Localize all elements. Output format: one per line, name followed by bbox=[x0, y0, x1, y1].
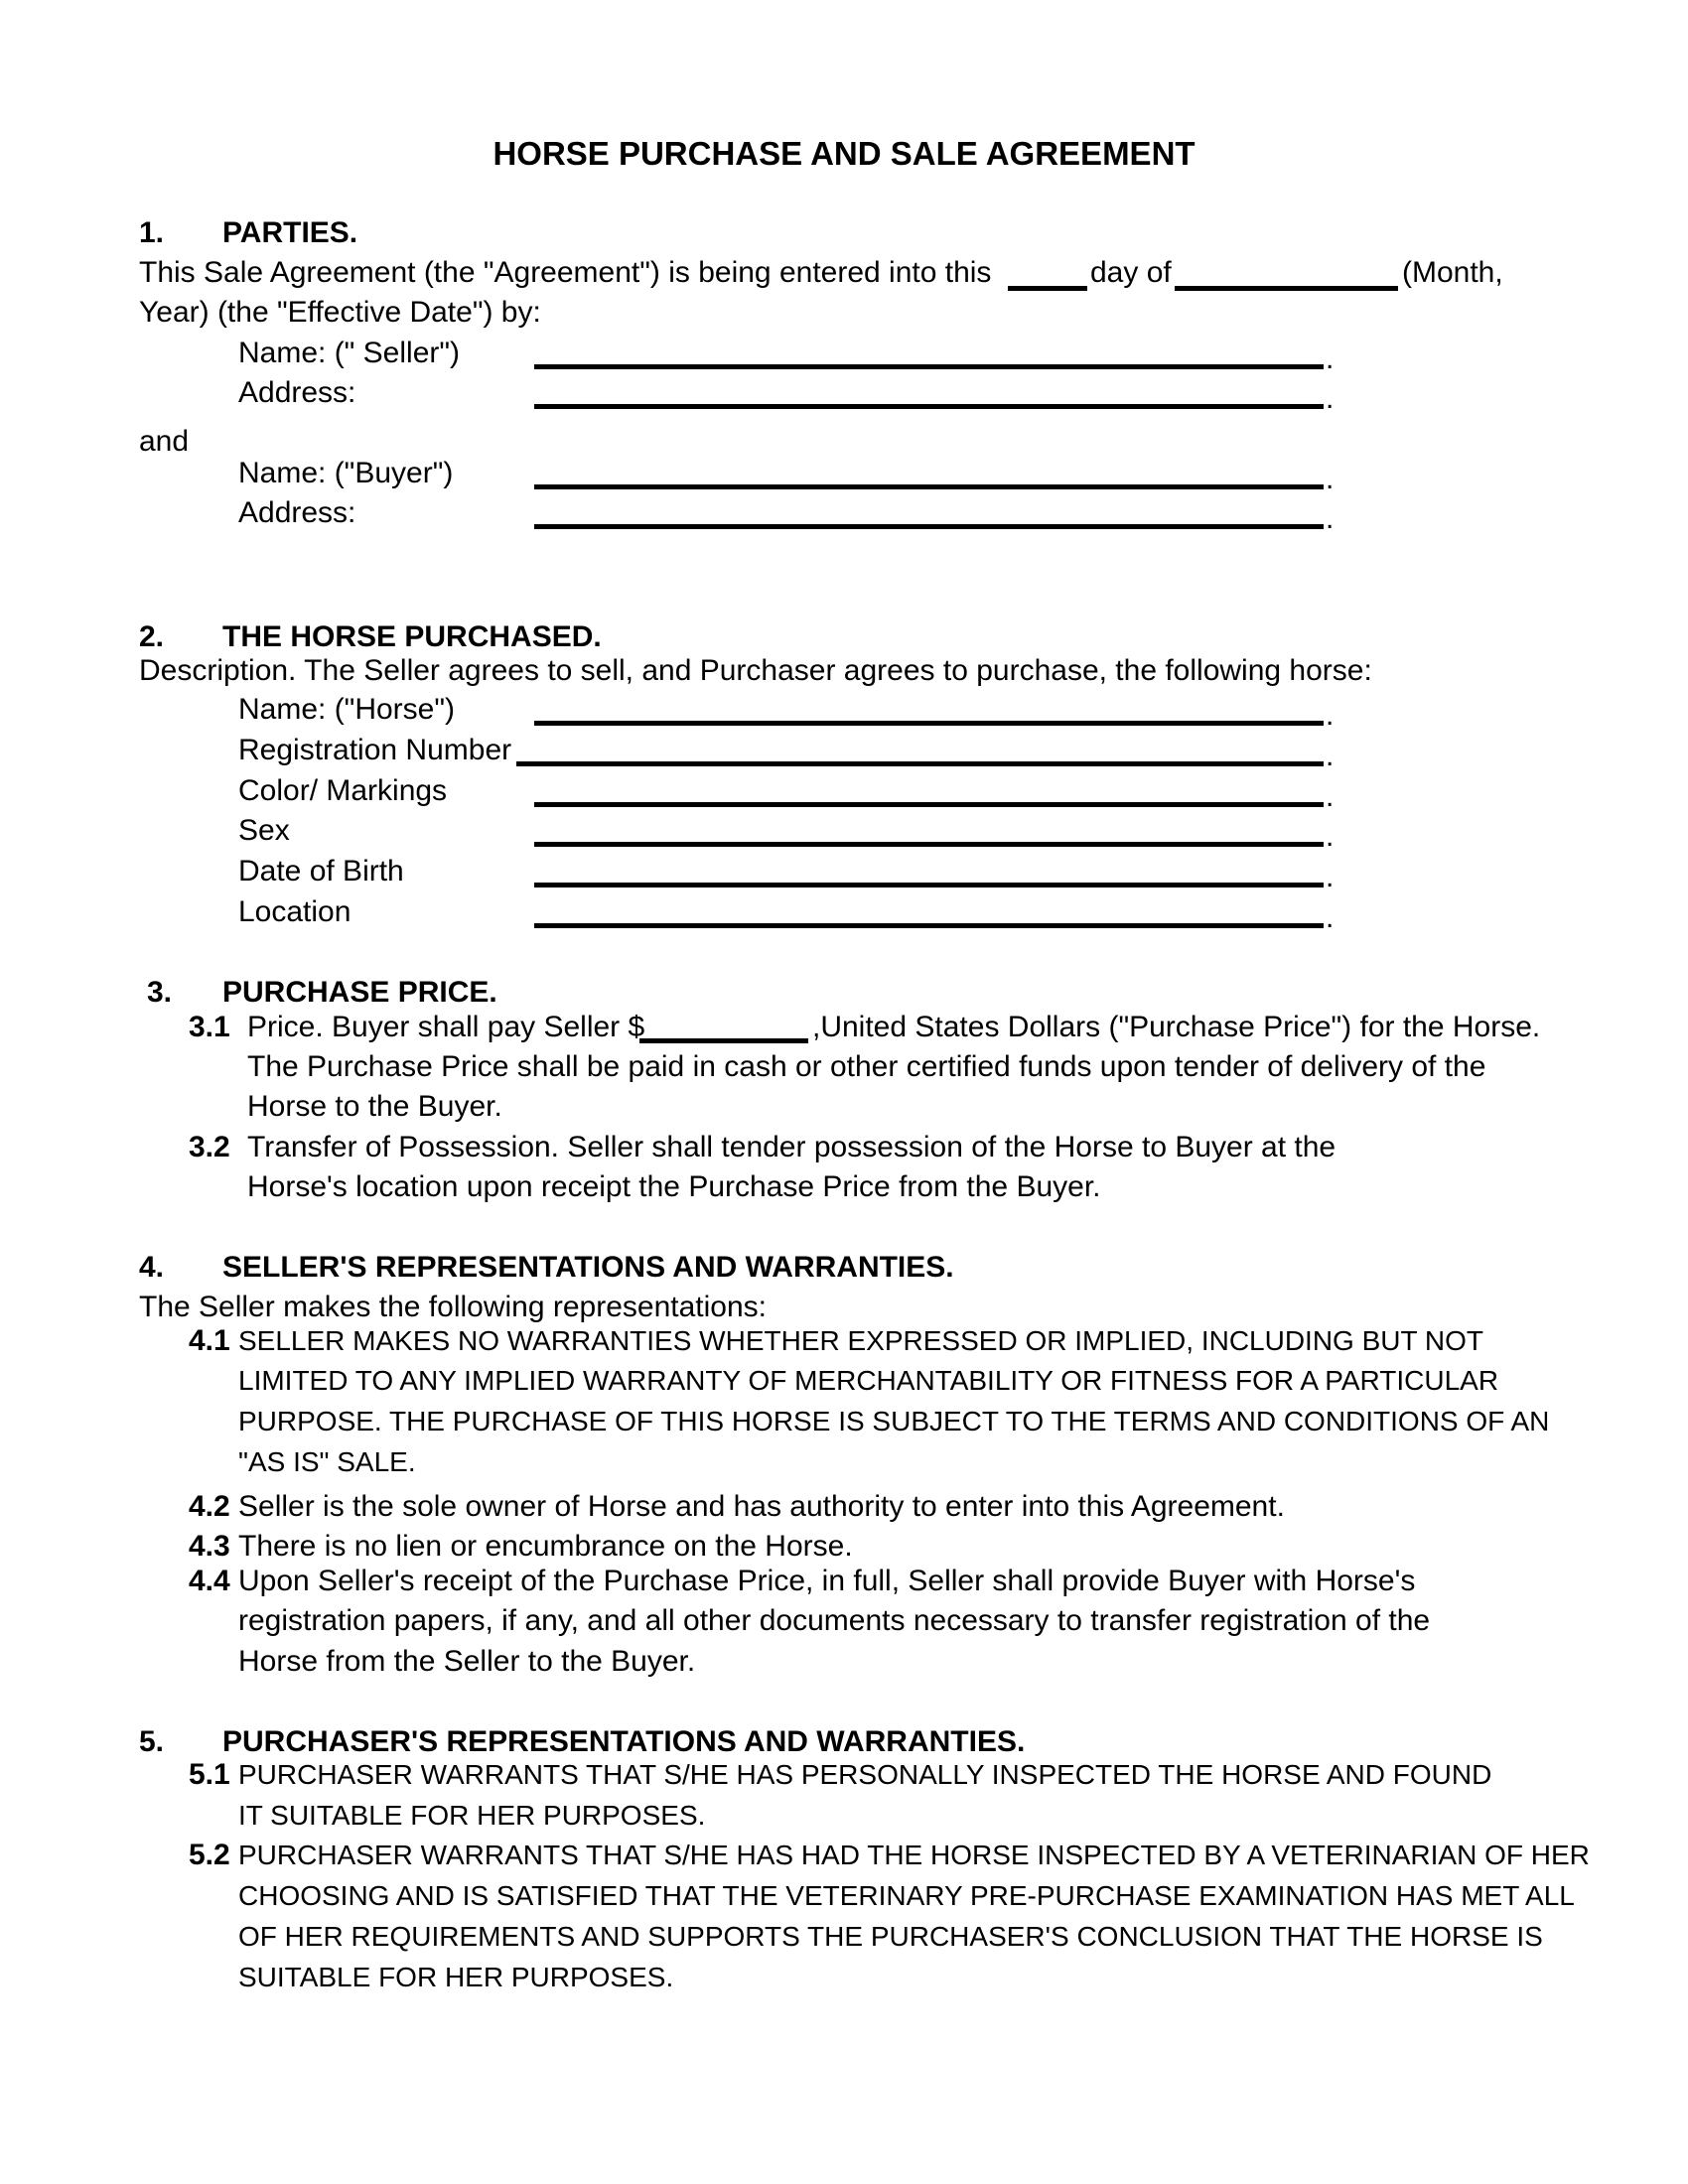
sex-blank[interactable] bbox=[534, 842, 1324, 847]
buyer-address-label: Address: bbox=[238, 496, 356, 529]
day-of-text: day of bbox=[1090, 256, 1172, 289]
item-4-1-number: 4.1 bbox=[189, 1324, 230, 1357]
price-text-line-2: The Purchase Price shall be paid in cash or other certified funds upon tender of delivery of the bbox=[247, 1050, 1486, 1083]
section-2-number: 2. bbox=[139, 620, 165, 653]
seller-name-blank[interactable] bbox=[534, 364, 1324, 369]
location-blank[interactable] bbox=[534, 923, 1324, 928]
month-year-blank[interactable] bbox=[1175, 286, 1398, 291]
purchase-price-blank[interactable] bbox=[639, 1038, 808, 1043]
section-1-heading: PARTIES. bbox=[222, 216, 358, 249]
registration-papers-line-2: registration papers, if any, and all other documents necessary to transfer registration of the bbox=[238, 1604, 1431, 1637]
seller-representations-intro: The Seller makes the following representations: bbox=[139, 1291, 767, 1323]
warranty-disclaimer-line-3: PURPOSE. THE PURCHASE OF THIS HORSE IS SUBJECT TO THE TERMS AND CONDITIONS OF AN bbox=[238, 1406, 1550, 1436]
item-5-2-number: 5.2 bbox=[189, 1839, 230, 1871]
vet-inspection-line-4: SUITABLE FOR HER PURPOSES. bbox=[238, 1962, 674, 1992]
registration-papers-line-3: Horse from the Seller to the Buyer. bbox=[238, 1645, 696, 1678]
item-3-2-number: 3.2 bbox=[189, 1131, 230, 1163]
registration-number-blank[interactable] bbox=[516, 761, 1324, 766]
section-5-number: 5. bbox=[139, 1725, 165, 1758]
price-text: Price. Buyer shall pay Seller $ bbox=[247, 1011, 645, 1043]
horse-name-blank[interactable] bbox=[534, 721, 1324, 726]
color-markings-label: Color/ Markings bbox=[238, 774, 448, 807]
personal-inspection-line-2: IT SUITABLE FOR HER PURPOSES. bbox=[238, 1800, 706, 1831]
warranty-disclaimer-line-1: SELLER MAKES NO WARRANTIES WHETHER EXPRESSED OR IMPLIED, INCLUDING BUT NOT bbox=[238, 1325, 1483, 1356]
day-blank[interactable] bbox=[1008, 286, 1087, 291]
date-of-birth-label: Date of Birth bbox=[238, 855, 404, 887]
buyer-name-label: Name: ("Buyer") bbox=[238, 457, 454, 489]
seller-address-label: Address: bbox=[238, 376, 356, 409]
vet-inspection-line-1: PURCHASER WARRANTS THAT S/HE HAS HAD THE HORSE INSPECTED BY A VETERINARIAN OF HER bbox=[238, 1840, 1590, 1870]
item-4-4-number: 4.4 bbox=[189, 1565, 230, 1597]
and-text: and bbox=[139, 425, 190, 458]
document-page: HORSE PURCHASE AND SALE AGREEMENT 1. PARTIES. This Sale Agreement (the "Agreement") is being entered into this day of (Month, Year) (the "Effective Date") by: Name: (" Seller") . Address: . and Name: ("Buyer") . Address: . 2. THE HORSE PURCHASED. Description. The Seller agrees to sell, and Purchaser agrees to purchase, the following horse: Name: ("Horse") . Registration Number . Color/ Markings . Sex . Date of Birth . Location . 3. PURCHASE PRICE. 3.1 Price. Buyer shall pay Seller $ ,United States Dollars ("Purchase Price") for the Horse. The Purchase Price shall be paid in cash or other certified funds upon tender of delivery of the Horse to the Buyer. 3.2 Transfer of Possession. Seller shall tender possession of the Horse to Buyer at the Horse's location upon receipt the Purchase Price from the Buyer. 4. SELLER'S REPRESENTATIONS AND WARRANTIES. The Seller makes the following representations: 4.1 SELLER MAKES NO WARRANTIES WHETHER EXPRESSED OR IMPLIED, INCLUDING BUT NOT LIMITED TO ANY IMPLIED WARRANTY OF MERCHANTABILITY OR FITNESS FOR A PARTICULAR PURPOSE. THE PURCHASE OF THIS HORSE IS SUBJECT TO THE TERMS AND CONDITIONS OF AN "AS IS" SALE. 4.2 Seller is the sole owner of Horse and has authority to enter into this Agreement. 4.3 There is no lien or encumbrance on the Horse. 4.4 Upon Seller's receipt of the Purchase Price, in full, Seller shall provide Buyer with Horse's registration papers, if any, and all other documents necessary to transfer registration of the Horse from the Seller to the Buyer. 5. PURCHASER'S REPRESENTATIONS AND WARRANTIES. 5.1 PURCHASER WARRANTS THAT S/HE HAS PERSONALLY INSPECTED THE HORSE AND FOUND IT SUITABLE FOR HER PURPOSES. 5.2 PURCHASER WARRANTS THAT S/HE HAS HAD THE HORSE INSPECTED BY A VETERINARIAN OF HER CHOOSING AND IS SATISFIED THAT THE VETERINARY PRE-PURCHASE EXAMINATION HAS MET ALL OF HER REQUIREMENTS AND SUPPORTS THE PURCHASER'S CONCLUSION THAT THE HORSE IS SUITABLE FOR HER PURPOSES. bbox=[0, 0, 1688, 2184]
effective-date-text: Year) (the "Effective Date") by: bbox=[139, 296, 541, 329]
document-title: HORSE PURCHASE AND SALE AGREEMENT bbox=[492, 135, 1196, 172]
item-4-2-number: 4.2 bbox=[189, 1490, 230, 1523]
section-3-number: 3. bbox=[147, 976, 173, 1009]
section-4-heading: SELLER'S REPRESENTATIONS AND WARRANTIES. bbox=[222, 1251, 954, 1284]
vet-inspection-line-2: CHOOSING AND IS SATISFIED THAT THE VETERINARY PRE-PURCHASE EXAMINATION HAS MET ALL bbox=[238, 1880, 1575, 1911]
item-5-1-number: 5.1 bbox=[189, 1758, 230, 1791]
seller-address-blank[interactable] bbox=[534, 404, 1324, 409]
price-text-continued: ,United States Dollars ("Purchase Price") for the Horse. bbox=[812, 1011, 1541, 1043]
personal-inspection-line-1: PURCHASER WARRANTS THAT S/HE HAS PERSONALLY INSPECTED THE HORSE AND FOUND bbox=[238, 1759, 1492, 1790]
section-1-number: 1. bbox=[139, 216, 165, 249]
section-2-heading: THE HORSE PURCHASED. bbox=[222, 620, 602, 653]
warranty-disclaimer-line-2: LIMITED TO ANY IMPLIED WARRANTY OF MERCHANTABILITY OR FITNESS FOR A PARTICULAR bbox=[238, 1365, 1499, 1396]
sole-owner-text: Seller is the sole owner of Horse and has authority to enter into this Agreement. bbox=[238, 1490, 1285, 1523]
item-3-1-number: 3.1 bbox=[189, 1011, 230, 1043]
buyer-address-blank[interactable] bbox=[534, 524, 1324, 529]
warranty-disclaimer-line-4: "AS IS" SALE. bbox=[238, 1446, 416, 1477]
registration-papers-text: Upon Seller's receipt of the Purchase Price, in full, Seller shall provide Buyer with Horse's bbox=[238, 1565, 1416, 1597]
agreement-intro-text: This Sale Agreement (the "Agreement") is being entered into this bbox=[139, 256, 992, 289]
buyer-name-blank[interactable] bbox=[534, 484, 1324, 489]
month-year-text: (Month, bbox=[1402, 256, 1503, 289]
possession-text: Transfer of Possession. Seller shall tender possession of the Horse to Buyer at the bbox=[247, 1131, 1336, 1163]
seller-name-label: Name: (" Seller") bbox=[238, 337, 461, 369]
horse-name-label: Name: ("Horse") bbox=[238, 693, 455, 726]
registration-number-label: Registration Number bbox=[238, 734, 512, 766]
vet-inspection-line-3: OF HER REQUIREMENTS AND SUPPORTS THE PURCHASER'S CONCLUSION THAT THE HORSE IS bbox=[238, 1921, 1543, 1952]
date-of-birth-blank[interactable] bbox=[534, 883, 1324, 887]
possession-text-line-2: Horse's location upon receipt the Purchase Price from the Buyer. bbox=[247, 1170, 1101, 1203]
sex-label: Sex bbox=[238, 814, 290, 847]
horse-description-intro: Description. The Seller agrees to sell, and Purchaser agrees to purchase, the following horse: bbox=[139, 654, 1372, 687]
location-label: Location bbox=[238, 895, 352, 928]
color-markings-blank[interactable] bbox=[534, 802, 1324, 807]
price-text-line-3: Horse to the Buyer. bbox=[247, 1090, 502, 1123]
section-3-heading: PURCHASE PRICE. bbox=[222, 976, 497, 1009]
item-4-3-number: 4.3 bbox=[189, 1530, 230, 1563]
section-5-heading: PURCHASER'S REPRESENTATIONS AND WARRANTIES. bbox=[222, 1725, 1026, 1758]
section-4-number: 4. bbox=[139, 1251, 165, 1284]
no-lien-text: There is no lien or encumbrance on the Horse. bbox=[238, 1530, 853, 1563]
